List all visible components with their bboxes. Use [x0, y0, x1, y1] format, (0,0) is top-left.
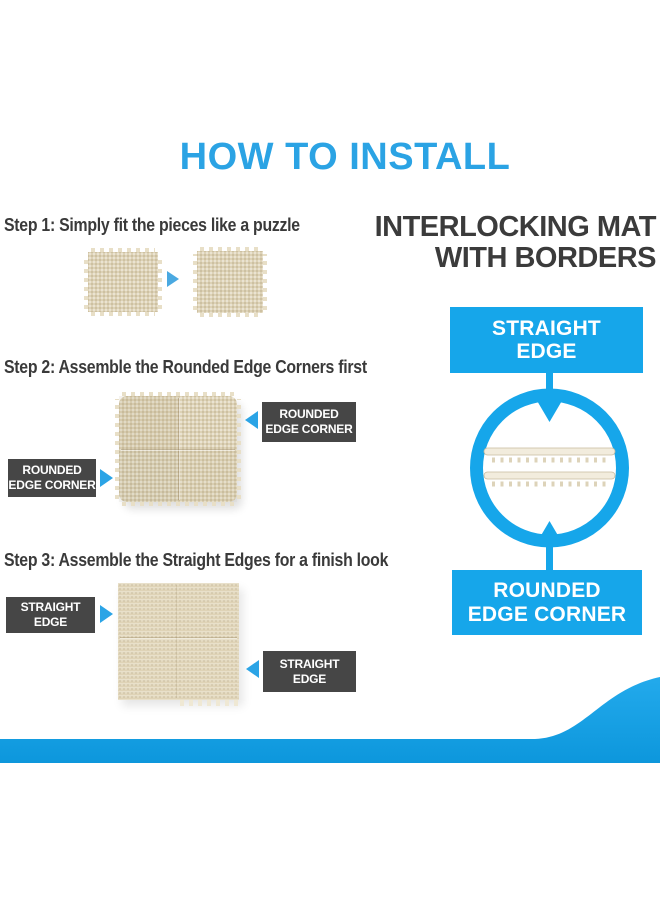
box-label: STRAIGHT: [492, 316, 601, 340]
arrow-left-icon: [245, 411, 258, 429]
step1-mat-piece-right: [197, 251, 263, 313]
arrow-right-icon: [100, 469, 113, 487]
callout-label: ROUNDED: [22, 463, 82, 478]
heading-line: INTERLOCKING MAT: [374, 211, 656, 243]
step2-callout-left: [8, 459, 96, 497]
straight-edge-strip: [484, 472, 615, 484]
arrow-right-icon: [167, 271, 179, 287]
callout-label: EDGE CORNER: [265, 422, 353, 436]
callout-label: EDGE: [33, 615, 68, 629]
step3-heading: Step 3: Assemble the Straight Edges for a finish look: [4, 550, 389, 570]
right-panel-heading: [375, 212, 656, 274]
callout-label: STRAIGHT: [279, 656, 340, 671]
callout-label: STRAIGHT: [20, 600, 81, 615]
callout-label: EDGE CORNER: [8, 478, 96, 492]
rounded-edge-corner-box: [452, 570, 642, 635]
straight-edge-strip: [484, 448, 615, 460]
step3-callout-left: [6, 597, 95, 633]
callout-label: ROUNDED: [279, 407, 339, 422]
box-label: ROUNDED: [493, 579, 601, 603]
page-title: HOW TO INSTALL: [179, 136, 511, 178]
arrow-up-icon: [536, 521, 563, 544]
step2-mat-assembly: [119, 396, 237, 502]
heading-line: WITH BORDERS: [434, 242, 656, 275]
step2-heading: Step 2: Assemble the Rounded Edge Corners first: [4, 357, 367, 377]
step2-callout-right: [262, 402, 356, 442]
arrow-down-icon: [536, 399, 563, 422]
callout-label: EDGE: [292, 671, 327, 686]
box-label: EDGE CORNER: [467, 602, 627, 626]
bottom-swoosh-decoration: [0, 650, 660, 900]
step1-heading: Step 1: Simply fit the pieces like a puzzle: [4, 215, 300, 235]
box-label: EDGE: [516, 340, 577, 363]
step1-mat-piece-left: [88, 252, 158, 312]
arrow-right-icon: [100, 605, 113, 623]
